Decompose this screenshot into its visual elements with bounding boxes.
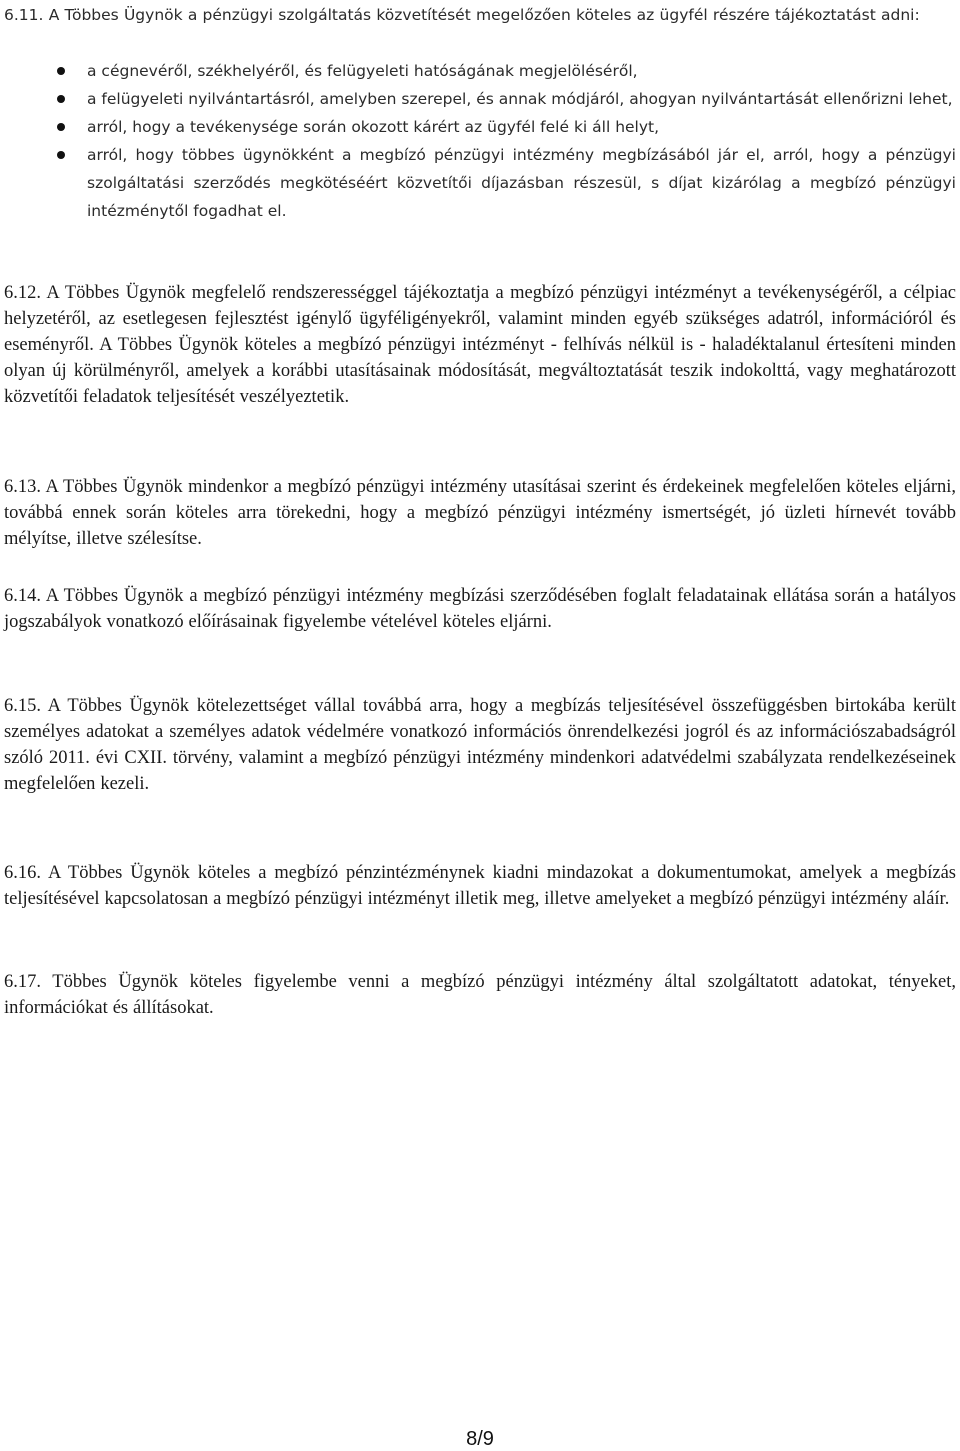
bullet-list — [4, 57, 956, 225]
list-item: a felügyeleti nyilvántartásról, amelyben szerepel, és annak módjáról, ahogyan nyilvántartását ellenőrizni lehet, — [4, 85, 956, 113]
section-text: Többes Ügynök köteles figyelembe venni a megbízó pénzügyi intézmény által szolgáltatott adatokat, tényeket, információkat és állításokat. — [4, 972, 956, 1018]
list-item: arról, hogy a tevékenysége során okozott kárért az ügyfél felé ki áll helyt, — [4, 113, 956, 141]
section-number: 6.13. — [4, 477, 41, 497]
section-6-15 — [4, 693, 956, 797]
section-6-16 — [4, 860, 956, 912]
section-text: A Többes Ügynök kötelezettséget vállal továbbá arra, hogy a megbízás teljesítésével összefüggésben birtokába került személyes adatokat a személyes adatok védelmére vonatkozó információs önrendelkezési jogról és az információszabadságról szóló 2011. évi CXII. törvény, valamint a megbízó pénzügyi intézmény mindenkori adatvédelmi szabályzata rendelkezéseinek megfelelően kezeli. — [4, 696, 957, 794]
section-text: A Többes Ügynök megfelelő rendszerességgel tájékoztatja a megbízó pénzügyi intézményt a tevékenységéről, a célpiac helyzetéről, az esetlegesen fejlesztést igénylő ügyféligényekről, valamint minden egyéb szükséges adatról, információról és eseményről. A Többes Ügynök köteles a megbízó pénzügyi intézményt - felhívás nélkül is - haladéktalanul értesíteni minden olyan új körülményről, amelyek a korábbi utasításainak módosítását, megváltoztatását teszik indokolttá, vagy meghatározott közvetítői feladatok teljesítését veszélyeztetik. — [4, 283, 957, 407]
section-6-17 — [4, 969, 956, 1021]
page-number: 8/9 — [466, 1428, 494, 1450]
section-text: A Többes Ügynök köteles a megbízó pénzintézménynek kiadni mindazokat a dokumentumokat, amelyek a megbízás teljesítésével kapcsolatosan a megbízó pénzügyi intézményt illetik meg, illetve amelyeket a megbízó pénzügyi intézmény aláír. — [4, 863, 957, 909]
section-6-11 — [4, 2, 956, 28]
bullet-icon — [57, 95, 65, 103]
bullet-icon — [57, 151, 65, 159]
list-item: a cégnevéről, székhelyéről, és felügyeleti hatóságának megjelöléséről, — [4, 57, 956, 85]
section-number: 6.16. — [4, 863, 41, 883]
section-6-14 — [4, 583, 956, 635]
section-number: 6.14. — [4, 586, 41, 606]
section-text: A Többes Ügynök mindenkor a megbízó pénzügyi intézmény utasításai szerint és érdekeinek megfelelően köteles eljárni, továbbá ennek során köteles arra törekedni, hogy a megbízó pénzügyi intézmény ismertségét, jó üzleti hírnevét tovább mélyítse, illetve szélesítse. — [4, 477, 957, 549]
bullet-icon — [57, 67, 65, 75]
section-text: A Többes Ügynök a pénzügyi szolgáltatás közvetítését megelőzően köteles az ügyfél részére tájékoztatást adni: — [48, 6, 920, 24]
section-number: 6.12. — [4, 283, 41, 303]
list-item: arról, hogy többes ügynökként a megbízó pénzügyi intézmény megbízásából jár el, arról, hogy a pénzügyi szolgáltatási szerződés megkötéséért közvetítői díjazásban részesül, s díjat kizárólag a megbízó pénzügyi intézménytől fogadhat el. — [4, 141, 956, 225]
section-6-13 — [4, 474, 956, 552]
section-number: 6.11. — [4, 6, 44, 24]
section-6-12 — [4, 280, 956, 410]
section-text: A Többes Ügynök a megbízó pénzügyi intézmény megbízási szerződésében foglalt feladatainak ellátása során a hatályos jogszabályok vonatkozó előírásainak figyelembe vételével köteles eljárni. — [4, 586, 956, 632]
section-number: 6.15. — [4, 696, 41, 716]
bullet-icon — [57, 123, 65, 131]
section-number: 6.17. — [4, 972, 41, 992]
